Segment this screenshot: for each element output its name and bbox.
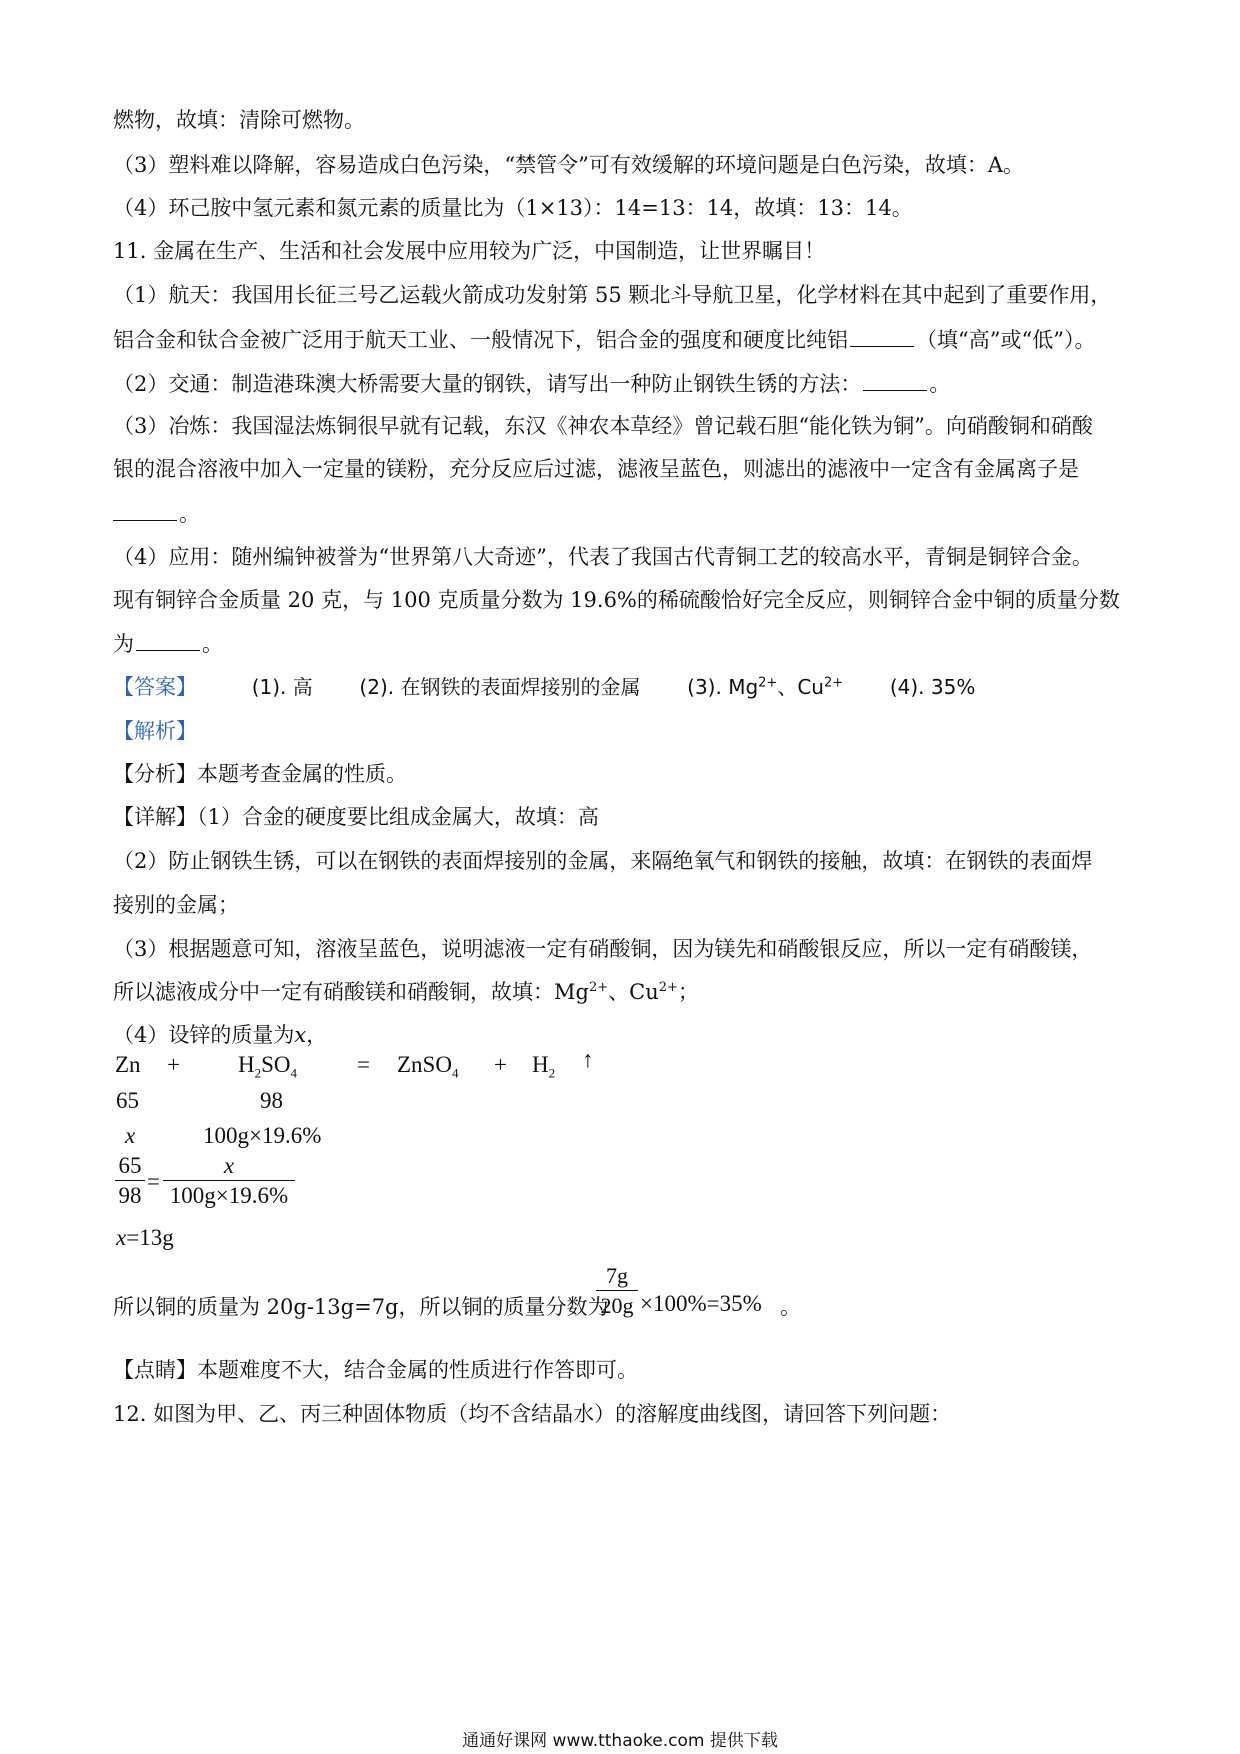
result-line — [116, 1223, 174, 1253]
copper-line — [113, 1292, 609, 1322]
text-line — [113, 628, 223, 659]
superscript: 2+ — [588, 980, 609, 995]
fraction-numerator: x — [163, 1152, 295, 1181]
text-line: 现有铜锌合金质量 20 克，与 100 克质量分数为 19.6%的稀硫酸恰好完全反应，则铜锌合金中铜的质量分数 — [113, 588, 1120, 612]
fraction-right — [163, 1152, 295, 1211]
fraction-denominator: 98 — [118, 1183, 142, 1208]
equation-plus: + — [167, 1052, 180, 1077]
text-segment: 所以铜的质量为 20g-13g=7g，所以铜的质量分数为 — [113, 1295, 609, 1319]
fraction-equals: = — [147, 1169, 160, 1194]
question-12-title: 12. 如图为甲、乙、丙三种固体物质（均不含结晶水）的溶解度曲线图，请回答下列问题： — [113, 1402, 952, 1426]
text-segment: 。 — [929, 372, 951, 396]
fraction-numerator: 7g — [596, 1262, 638, 1291]
answer-blank — [850, 324, 914, 347]
text-line — [113, 1020, 327, 1050]
answer-3-text: (3). Mg — [687, 675, 759, 699]
dianjing-line: 【点睛】本题难度不大，结合金属的性质进行作答即可。 — [113, 1358, 638, 1382]
text-line — [113, 977, 699, 1007]
text-line — [113, 368, 950, 399]
fraction-numerator: 65 — [115, 1152, 145, 1181]
equation-h2 — [532, 1050, 555, 1080]
copper-fraction — [596, 1262, 638, 1321]
subscript: 2 — [254, 1065, 262, 1081]
text-line — [113, 498, 200, 529]
text-line: （3）根据题意可知，溶液呈蓝色，说明滤液一定有硝酸铜，因为镁先和硝酸银反应，所以一定有硝酸镁， — [113, 937, 1093, 961]
acid-mass: 100g×19.6% — [203, 1123, 322, 1148]
answer-label: 【答案】 — [113, 675, 197, 699]
molar-mass-h2so4: 98 — [260, 1088, 283, 1113]
text-segment: 所以滤液成分中一定有硝酸镁和硝酸铜，故填：Mg — [113, 980, 589, 1004]
superscript: 2+ — [658, 980, 678, 995]
text-line: 银的混合溶液中加入一定量的镁粉，充分反应后过滤，滤液呈蓝色，则滤出的滤液中一定含有金属离子是 — [113, 457, 1079, 481]
text-line: （3）冶炼：我国湿法炼铜很早就有记载，东汉《神农本草经》曾记载石胆“能化铁为铜”。向硝酸铜和硝酸 — [113, 414, 1093, 438]
text-line: （1）航天：我国用长征三号乙运载火箭成功发射第 55 颗北斗导航卫星，化学材料在其中起到了重要作用， — [113, 283, 1112, 307]
analysis-label: 【解析】 — [113, 719, 197, 743]
equation-h2so4 — [238, 1050, 297, 1080]
text-line: （4）应用：随州编钟被誉为“世界第八大奇迹”，代表了我国古代青铜工艺的较高水平，青铜是铜锌合金。 — [113, 545, 1093, 569]
equation-plus: + — [494, 1052, 507, 1077]
formula-text: H — [238, 1052, 255, 1077]
answer-4: (4). 35% — [889, 675, 976, 699]
answer-blank — [113, 498, 177, 521]
text-line: 燃物，故填：清除可燃物。 — [113, 108, 365, 132]
text-segment: 。 — [780, 1295, 801, 1319]
analysis-xiangjie: 【详解】（1）合金的硬度要比组成金属大，故填：高 — [113, 805, 599, 829]
analysis-fenxi: 【分析】本题考查金属的性质。 — [113, 762, 407, 786]
formula-text: ZnSO — [397, 1052, 452, 1077]
footer-source: 通通好课网 www.tthaoke.com 提供下载 — [462, 1731, 778, 1751]
text-line: 接别的金属； — [113, 893, 239, 917]
question-11-title: 11. 金属在生产、生活和社会发展中应用较为广泛，中国制造，让世界瞩目！ — [113, 239, 826, 263]
gas-arrow-icon: ↑ — [582, 1047, 594, 1072]
variable: x — [116, 1225, 127, 1250]
answer-line — [113, 672, 1015, 702]
text-segment: 。 — [202, 632, 223, 656]
formula-text: H — [532, 1052, 549, 1077]
superscript: 2+ — [823, 675, 844, 691]
text-segment: （填“高”或“低”）。 — [916, 328, 1096, 352]
text-segment: （2）交通：制造港珠澳大桥需要大量的钢铁，请写出一种防止钢铁生锈的方法： — [113, 372, 862, 396]
variable-x: x — [125, 1123, 136, 1148]
subscript: 4 — [451, 1065, 459, 1081]
equation-znso4 — [397, 1050, 458, 1080]
answer-2: (2). 在钢铁的表面焊接别的金属 — [359, 675, 641, 699]
equation-equals: = — [357, 1052, 370, 1077]
text-segment: （4）设锌的质量为 — [113, 1023, 295, 1047]
fraction-denominator: 20g — [600, 1293, 634, 1318]
subscript: 2 — [548, 1065, 556, 1081]
superscript: 2+ — [758, 675, 778, 691]
text-line: （4）环己胺中氢元素和氮元素的质量比为（1×13）：14=13：14，故填：13：14。 — [113, 196, 913, 220]
answer-3-text: 、Cu — [777, 675, 824, 699]
answer-3 — [687, 672, 843, 702]
molar-mass-zn: 65 — [116, 1088, 139, 1113]
variable: x — [294, 1023, 307, 1047]
answer-blank — [136, 628, 200, 651]
answer-blank — [863, 368, 927, 391]
text-segment: ； — [677, 980, 699, 1004]
text-line: （3）塑料难以降解，容易造成白色污染，“禁管令”可有效缓解的环境问题是白色污染，故填：A。 — [113, 153, 1024, 177]
text-segment: 为 — [113, 632, 134, 656]
copper-result: ×100%=35% — [640, 1291, 762, 1316]
text-segment: 。 — [179, 502, 200, 526]
subscript: 4 — [290, 1065, 298, 1081]
answer-1: (1). 高 — [251, 675, 313, 699]
fraction-left — [115, 1152, 145, 1211]
text-segment: 、Cu — [608, 980, 659, 1004]
text-line — [113, 324, 1095, 355]
result-value: =13g — [126, 1225, 174, 1250]
text-segment: ， — [306, 1023, 328, 1047]
formula-text: SO — [261, 1052, 291, 1077]
equation-zn: Zn — [115, 1052, 141, 1077]
text-line: （2）防止钢铁生锈，可以在钢铁的表面焊接别的金属，来隔绝氧气和钢铁的接触，故填：在钢铁的表面焊 — [113, 849, 1093, 873]
text-segment: 铝合金和钛合金被广泛用于航天工业、一般情况下，铝合金的强度和硬度比纯铝 — [113, 328, 848, 352]
fraction-denominator: 100g×19.6% — [169, 1183, 289, 1208]
